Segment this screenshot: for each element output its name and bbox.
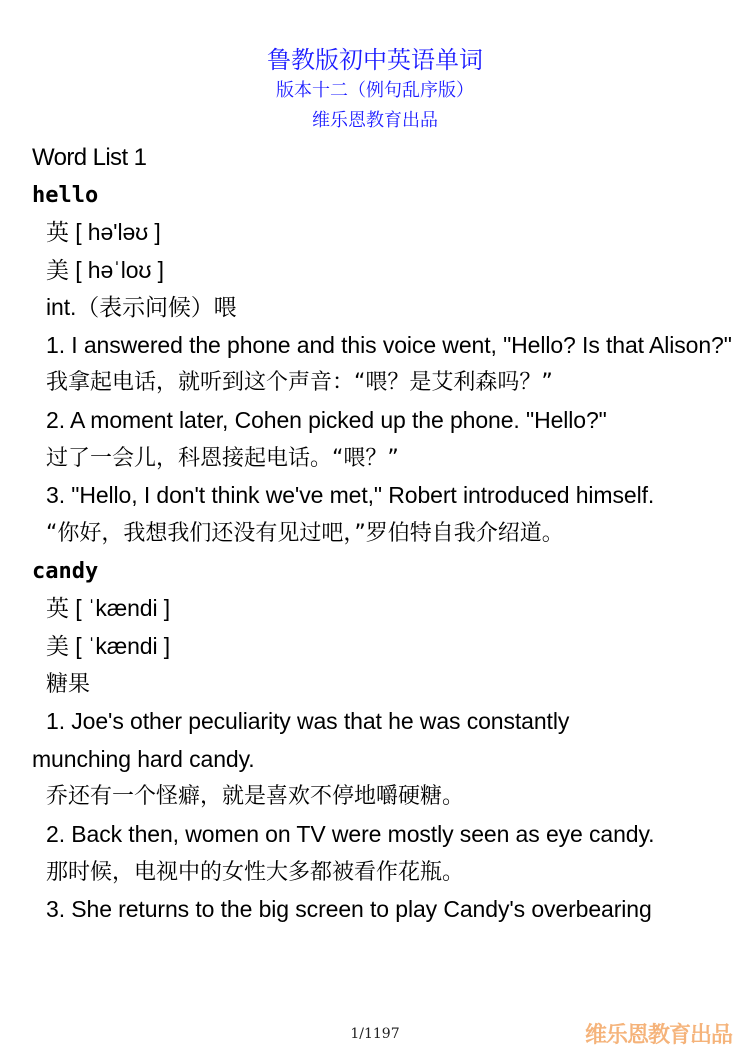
uk-pronunciation: 英 [ ˈkændi ] [46, 595, 171, 622]
example-sentence-en: 2. Back then, women on TV were mostly seen as eye candy. [46, 820, 655, 847]
us-pronunciation: 美 [ ˈkændi ] [46, 632, 171, 659]
publisher-line: 维乐恩教育出品 [312, 110, 438, 131]
example-sentence-zh: 我拿起电话，就听到这个声音：“喂？是艾利森吗？” [46, 370, 553, 396]
headword: candy [32, 559, 99, 585]
example-sentence-en: 1. I answered the phone and this voice went, "Hello? Is that Alison?" [46, 331, 732, 358]
example-sentence-zh: 那时候，电视中的女性大多都被看作花瓶。 [46, 859, 465, 885]
document-title: 鲁教版初中英语单词 [267, 46, 483, 74]
word-entry [32, 554, 732, 928]
example-sentence-en: 3. She returns to the big screen to play Candy's overbearing [46, 896, 652, 923]
example-sentence-en: 3. "Hello, I don't think we've met," Robert introduced himself. [46, 482, 655, 509]
word-list-body [32, 140, 732, 929]
example-sentence-zh: “你好，我想我们还没有见过吧，”罗伯特自我介绍道。 [46, 520, 564, 546]
word-list-heading: Word List 1 [32, 144, 147, 171]
definition: int.（表示问候）喂 [46, 294, 237, 321]
headword: hello [32, 183, 99, 208]
definition: 糖果 [46, 671, 91, 697]
uk-pronunciation: 英 [ hə'ləʊ ] [46, 219, 161, 245]
document-subtitle: 版本十二（例句乱序版） [276, 80, 474, 101]
example-sentence-zh: 乔还有一个怪癖，就是喜欢不停地嚼硬糖。 [46, 784, 465, 810]
page-number: 1/1197 [350, 1026, 400, 1042]
watermark-logo: 维乐恩教育出品 [584, 1023, 732, 1048]
us-pronunciation: 美 [ həˈloʊ ] [46, 256, 164, 283]
example-sentence-zh: 过了一会儿，科恩接起电话。“喂？” [46, 445, 399, 471]
word-entry [32, 178, 732, 552]
example-sentence-en: 2. A moment later, Cohen picked up the phone. "Hello?" [46, 406, 607, 433]
example-sentence-en: 1. Joe's other peculiarity was that he was constantly munching hard candy. [32, 708, 570, 772]
